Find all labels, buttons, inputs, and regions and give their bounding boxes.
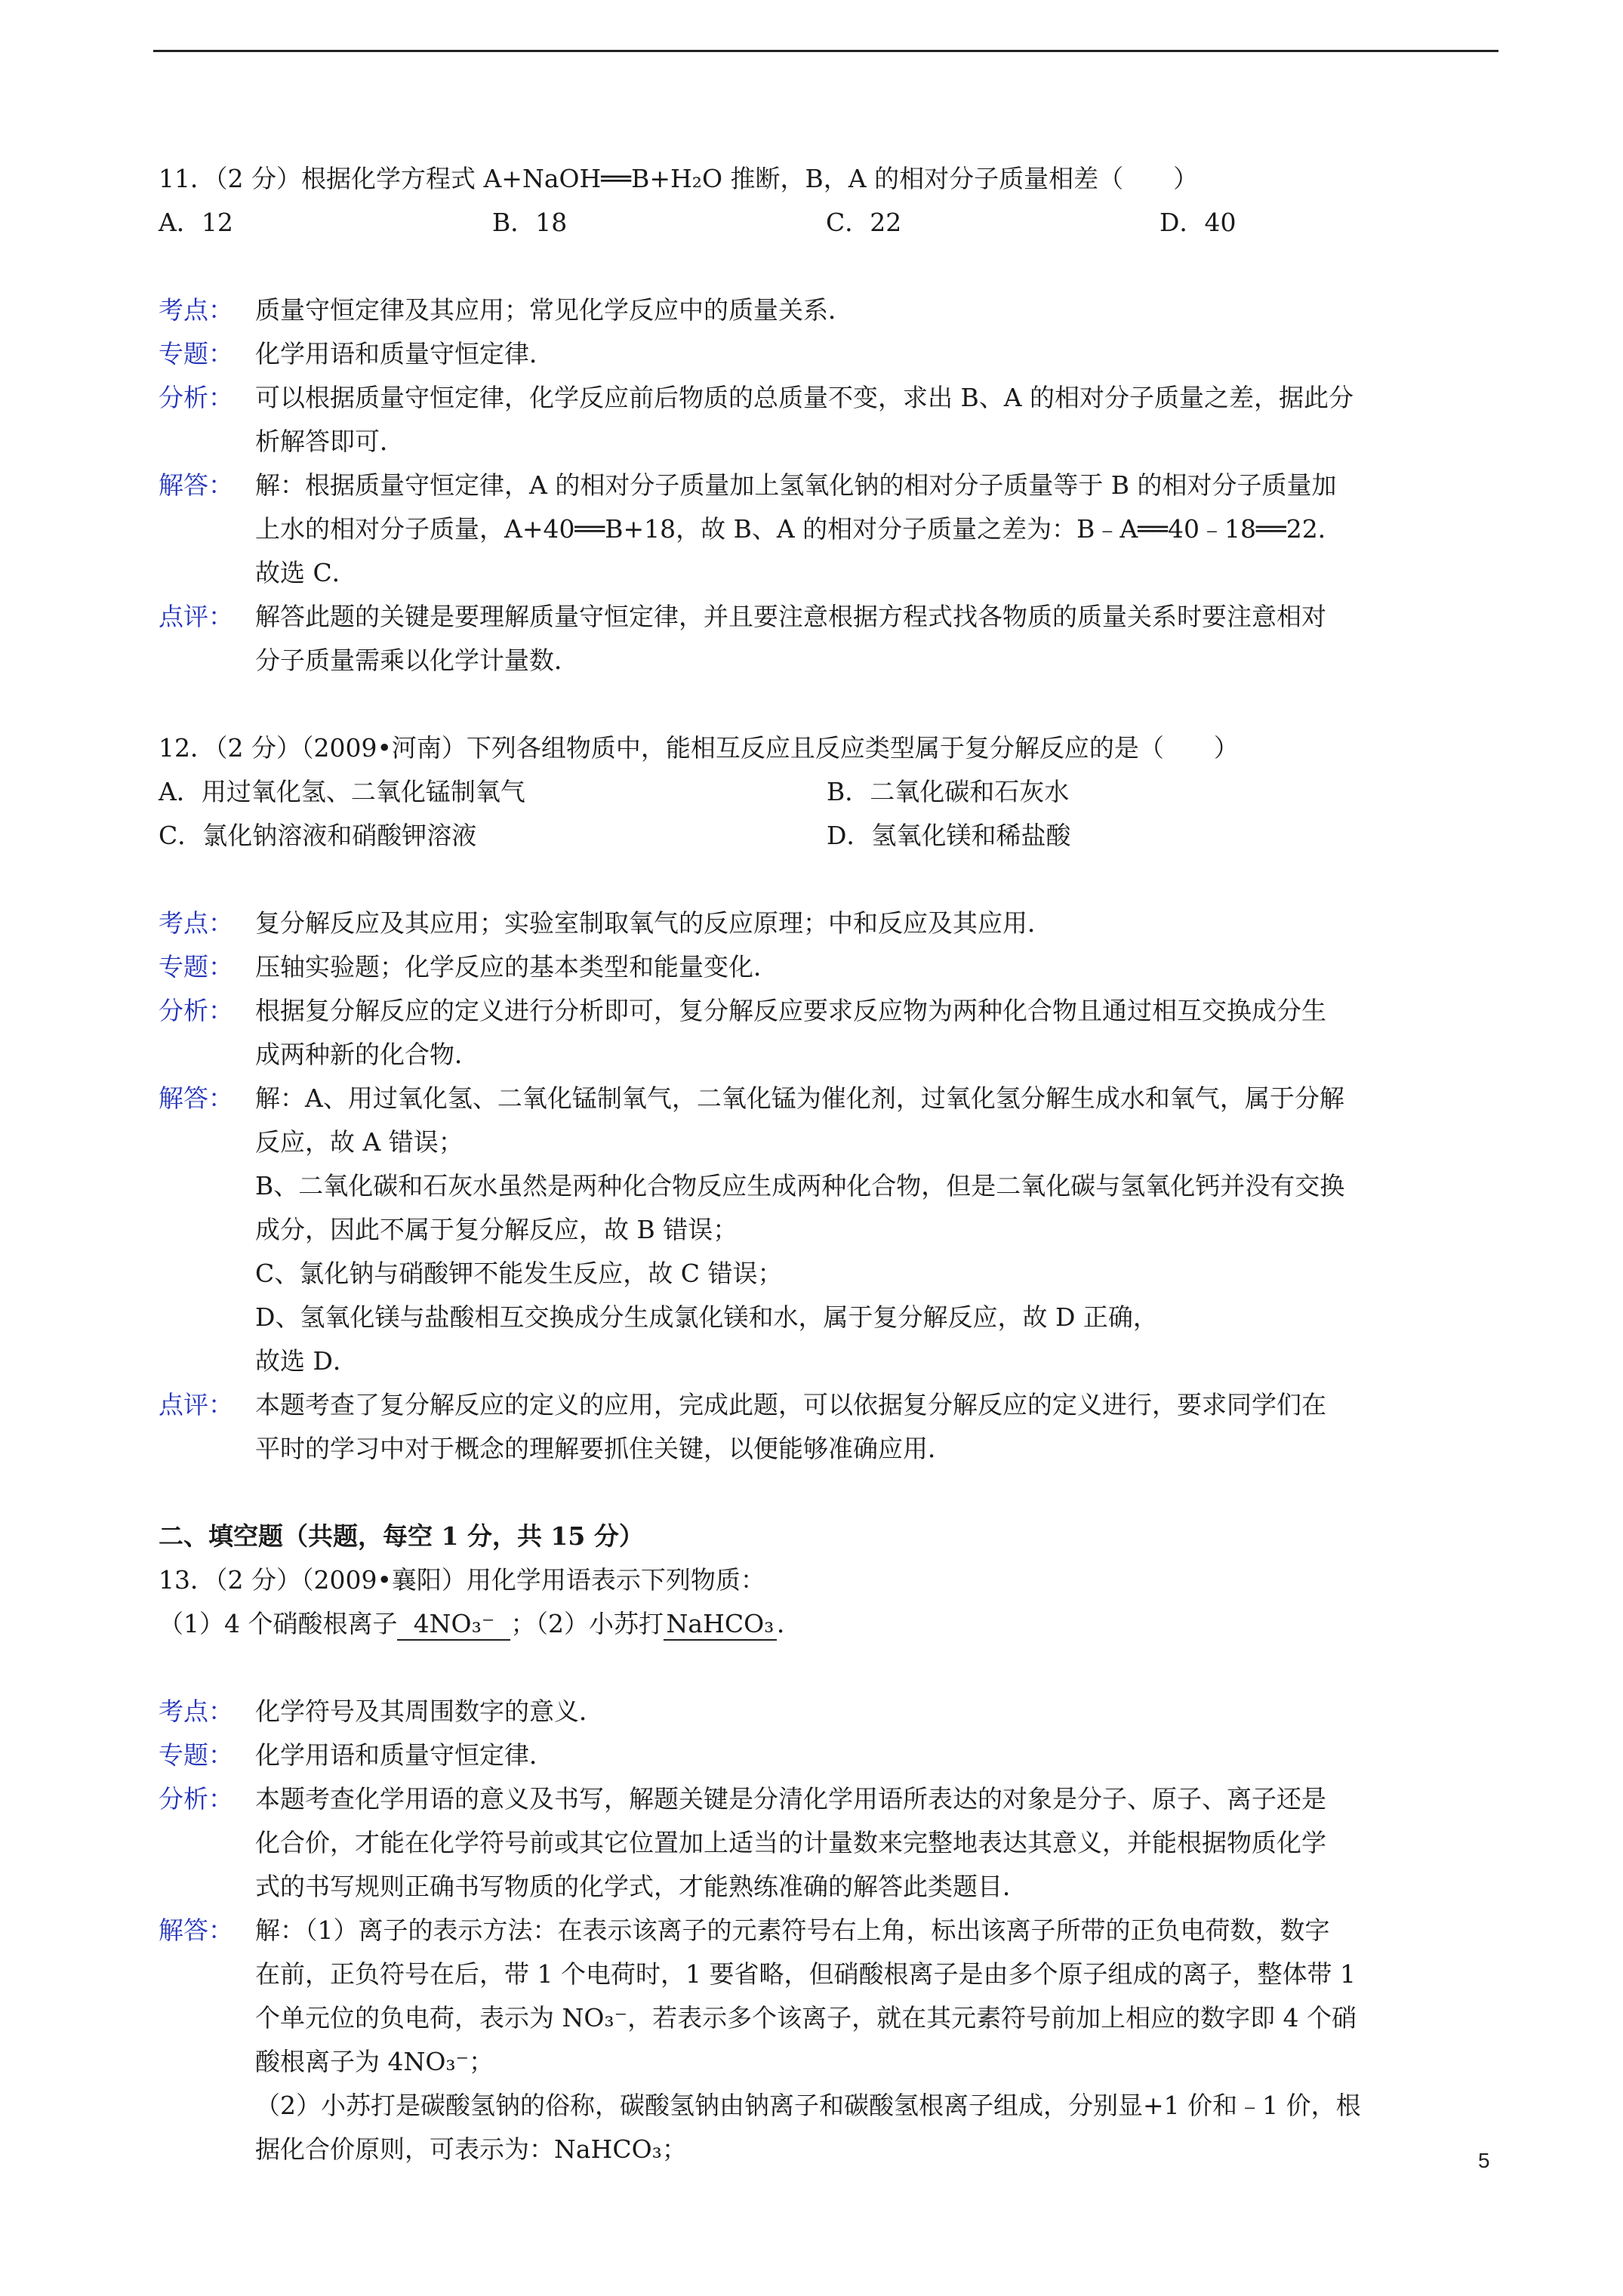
q11-jieda	[159, 464, 1495, 507]
q13-fenxi	[159, 1777, 1495, 1821]
jieda-text: 解：A、用过氧化氢、二氧化锰制氧气，二氧化锰为催化剂，过氧化氢分解生成水和氧气，属于分解	[255, 1083, 1344, 1113]
q13-end: ．	[776, 1609, 802, 1638]
jieda-text: C、氯化钠与硝酸钾不能发生反应，故 C 错误；	[255, 1259, 783, 1288]
q13-part2-prefix: ；（2）小苏打	[510, 1609, 664, 1638]
jieda-text: 故选 D．	[255, 1346, 358, 1376]
q13-kaodian	[159, 1690, 1495, 1734]
q11-dianping	[159, 595, 1495, 639]
jieda-text: （2）小苏打是碳酸氢钠的俗称，碳酸氢钠由钠离子和碳酸氢根离子组成，分别显+1 价和﹣1 价，根	[255, 2091, 1361, 2120]
dianping-label: 点评：	[159, 602, 233, 631]
zhuanti-label: 专题：	[159, 952, 233, 982]
jieda-text: 据化合价原则，可表示为：NaHCO₃；	[255, 2134, 687, 2164]
q12-option-d: D．氢氧化镁和稀盐酸	[827, 821, 1071, 850]
q12-dianping	[159, 1383, 1495, 1427]
zhuanti-text: 压轴实验题；化学反应的基本类型和能量变化．	[255, 952, 778, 982]
q12-option-b: B．二氧化碳和石灰水	[827, 777, 1070, 806]
dianping-label: 点评：	[159, 1390, 233, 1419]
q12-kaodian	[159, 901, 1495, 945]
jieda-text: 在前，正负符号在后，带 1 个电荷时，1 要省略，但硝酸根离子是由多个原子组成的离子，整体带 1	[255, 1959, 1356, 1989]
jieda-text: 酸根离子为 4NO₃⁻；	[255, 2047, 494, 2076]
jieda-text: D、氢氧化镁与盐酸相互交换成分生成氯化镁和水，属于复分解反应，故 D 正确，	[255, 1302, 1158, 1332]
kaodian-text: 化学符号及其周围数字的意义．	[255, 1697, 604, 1726]
q13-fill-line	[159, 1602, 1495, 1646]
q13-answer2-blank: NaHCO₃	[664, 1609, 777, 1641]
header-rule	[153, 50, 1498, 52]
jieda-text: 故选 C．	[255, 558, 357, 587]
fenxi-label: 分析：	[159, 383, 233, 412]
dianping-text: 分子质量需乘以化学计量数．	[255, 646, 579, 675]
kaodian-label: 考点：	[159, 1697, 233, 1726]
fenxi-text: 成两种新的化合物．	[255, 1040, 479, 1069]
q12-stem: 12．（2 分）（2009•河南）下列各组物质中，能相互反应且反应类型属于复分解反应的是（ ）	[159, 733, 1239, 763]
fenxi-text: 式的书写规则正确书写物质的化学式，才能熟练准确的解答此类题目．	[255, 1872, 1027, 1901]
zhuanti-text: 化学用语和质量守恒定律．	[255, 1740, 554, 1770]
q11-option-c: C．22	[826, 208, 902, 237]
jieda-label: 解答：	[159, 1915, 233, 1945]
jieda-text: 个单元位的负电荷，表示为 NO₃⁻，若表示多个该离子，就在其元素符号前加上相应的数字即 4 个硝	[255, 2003, 1357, 2032]
q13-zhuanti	[159, 1734, 1495, 1777]
kaodian-label: 考点：	[159, 908, 233, 938]
q13-stem: 13．（2 分）（2009•襄阳）用化学用语表示下列物质：	[159, 1565, 765, 1595]
jieda-text: B、二氧化碳和石灰水虽然是两种化合物反应生成两种化合物，但是二氧化碳与氢氧化钙并没有交换	[255, 1171, 1345, 1200]
jieda-label: 解答：	[159, 470, 233, 500]
zhuanti-text: 化学用语和质量守恒定律．	[255, 339, 554, 368]
q11-option-d: D．40	[1160, 208, 1236, 237]
page-number: 5	[1478, 2149, 1490, 2172]
kaodian-text: 复分解反应及其应用；实验室制取氧气的反应原理；中和反应及其应用．	[255, 908, 1052, 938]
dianping-text: 解答此题的关键是要理解质量守恒定律，并且要注意根据方程式找各物质的质量关系时要注意相对	[255, 602, 1326, 631]
document-content	[159, 157, 1495, 2171]
q11-zhuanti	[159, 332, 1495, 376]
q13-jieda	[159, 1909, 1495, 1952]
fenxi-text: 析解答即可．	[255, 427, 405, 456]
q12-options-row2	[159, 814, 1495, 858]
fenxi-text: 本题考查化学用语的意义及书写，解题关键是分清化学用语所表达的对象是分子、原子、离子还是	[255, 1784, 1326, 1814]
fenxi-label: 分析：	[159, 1784, 233, 1814]
zhuanti-label: 专题：	[159, 339, 233, 368]
q13-answer1-blank: 4NO₃⁻	[397, 1609, 510, 1641]
fenxi-text: 化合价，才能在化学符号前或其它位置加上适当的计量数来完整地表达其意义，并能根据物质化学	[255, 1828, 1326, 1857]
jieda-text: 上水的相对分子质量，A+40══B+18，故 B、A 的相对分子质量之差为：B﹣A══40﹣18══22．	[255, 514, 1343, 544]
q11-option-a: A．12	[159, 208, 233, 237]
fenxi-label: 分析：	[159, 996, 233, 1025]
q12-jieda	[159, 1077, 1495, 1120]
jieda-text: 解：根据质量守恒定律，A 的相对分子质量加上氢氧化钠的相对分子质量等于 B 的相对分子质量加	[255, 470, 1337, 500]
zhuanti-label: 专题：	[159, 1740, 233, 1770]
q12-option-c: C．氯化钠溶液和硝酸钾溶液	[159, 821, 477, 850]
jieda-label: 解答：	[159, 1083, 233, 1113]
jieda-text: 解：（1）离子的表示方法：在表示该离子的元素符号右上角，标出该离子所带的正负电荷数，数字	[255, 1915, 1330, 1945]
section-title: 二、填空题（共题，每空 1 分，共 15 分）	[159, 1521, 644, 1551]
fenxi-text: 根据复分解反应的定义进行分析即可，复分解反应要求反应物为两种化合物且通过相互交换成分生	[255, 996, 1326, 1025]
q11-kaodian	[159, 288, 1495, 332]
q11-stem: 11．（2 分）根据化学方程式 A+NaOH══B+H₂O 推断，B，A 的相对分子质量相差（ ）	[159, 164, 1199, 193]
jieda-text: 反应，故 A 错误；	[255, 1127, 463, 1157]
q12-options-row1	[159, 770, 1495, 814]
jieda-text: 成分，因此不属于复分解反应，故 B 错误；	[255, 1215, 738, 1244]
fenxi-text: 可以根据质量守恒定律，化学反应前后物质的总质量不变，求出 B、A 的相对分子质量之差，据此分	[255, 383, 1354, 412]
q12-zhuanti	[159, 945, 1495, 989]
q13-part1-prefix: （1）4 个硝酸根离子	[159, 1609, 398, 1638]
dianping-text: 本题考查了复分解反应的定义的应用，完成此题，可以依据复分解反应的定义进行，要求同学们在	[255, 1390, 1326, 1419]
q11-options	[159, 201, 1495, 245]
q12-option-a: A．用过氧化氢、二氧化锰制氧气	[159, 777, 525, 806]
q12-fenxi	[159, 989, 1495, 1033]
q11-option-b: B．18	[492, 208, 568, 237]
q11-fenxi	[159, 376, 1495, 420]
dianping-text: 平时的学习中对于概念的理解要抓住关键，以便能够准确应用．	[255, 1434, 953, 1463]
kaodian-label: 考点：	[159, 295, 233, 325]
kaodian-text: 质量守恒定律及其应用；常见化学反应中的质量关系．	[255, 295, 853, 325]
